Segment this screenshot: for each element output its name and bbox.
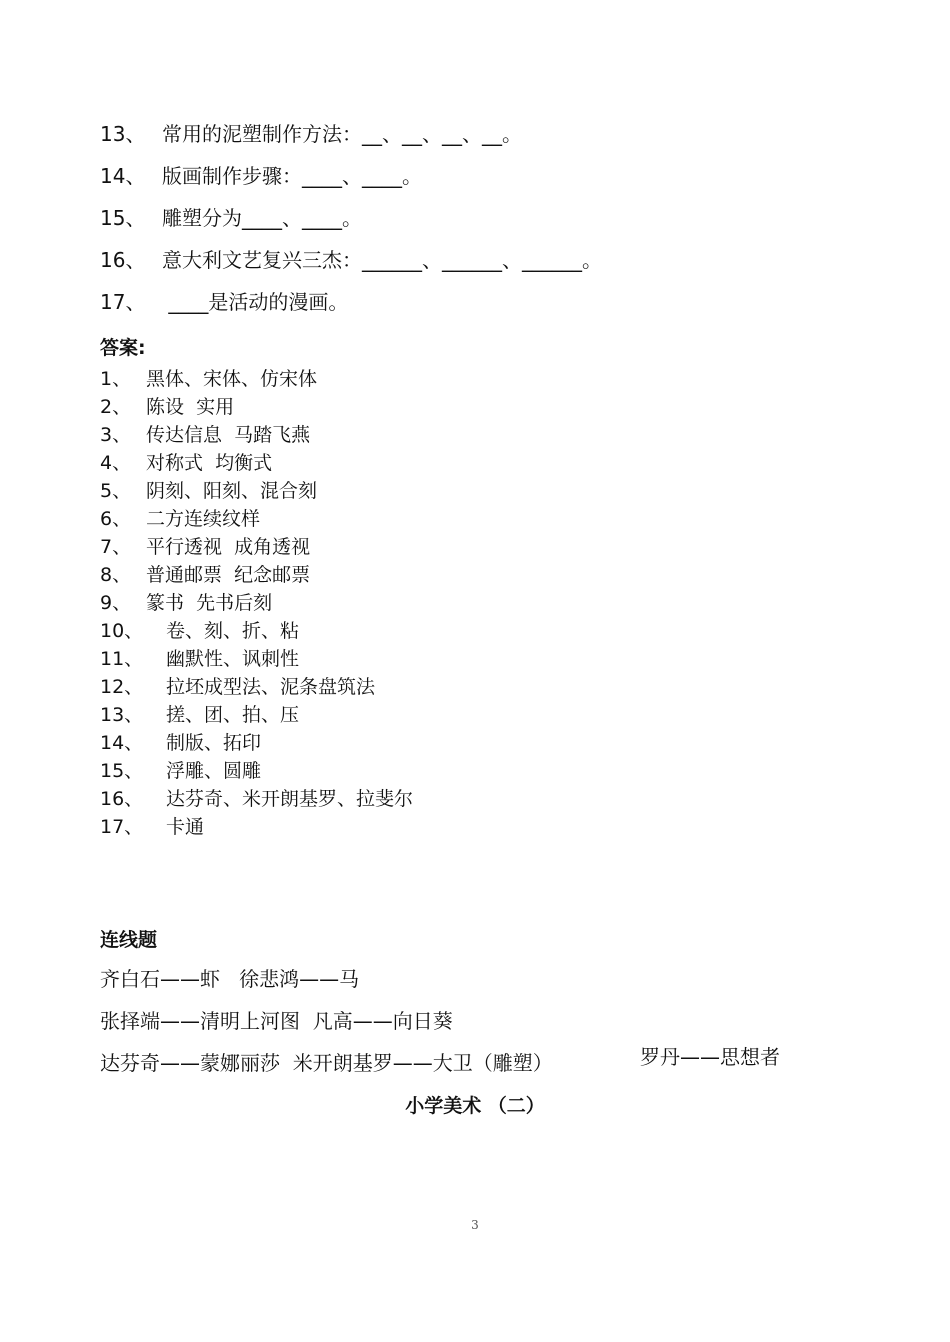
answer-text: 篆书 先书后刻 — [146, 592, 273, 614]
answer-number: 14、 — [100, 732, 144, 754]
question-text: ____是活动的漫画。 — [162, 290, 349, 314]
matching-line: 达芬奇——蒙娜丽莎 米开朗基罗——大卫（雕塑） — [100, 1051, 553, 1075]
question-number: 15、 — [100, 206, 146, 230]
answer-item — [100, 392, 234, 419]
question-17 — [100, 286, 348, 315]
answer-text: 拉坯成型法、泥条盘筑法 — [166, 676, 376, 698]
matching-line: 齐白石——虾 徐悲鸿——马 — [100, 967, 360, 991]
answer-number: 10、 — [100, 620, 144, 642]
answer-item — [100, 700, 299, 727]
answer-text: 卡通 — [166, 816, 205, 838]
answer-text: 卷、刻、折、粘 — [166, 620, 300, 642]
answer-text: 传达信息 马踏飞燕 — [146, 424, 311, 446]
answer-text: 制版、拓印 — [166, 732, 262, 754]
answer-text: 达芬奇、米开朗基罗、拉斐尔 — [166, 788, 414, 810]
answer-item — [100, 812, 204, 839]
answer-item — [100, 616, 299, 643]
answer-text: 陈设 实用 — [146, 396, 235, 418]
answer-text: 对称式 均衡式 — [146, 452, 273, 474]
answer-number: 8、 — [100, 564, 132, 586]
answer-item — [100, 784, 413, 811]
answer-item — [100, 532, 310, 559]
answer-item — [100, 756, 261, 783]
answer-text: 搓、团、拍、压 — [166, 704, 300, 726]
answer-number: 9、 — [100, 592, 132, 614]
answer-item — [100, 420, 310, 447]
answer-item — [100, 728, 261, 755]
answer-number: 12、 — [100, 676, 144, 698]
question-16 — [100, 244, 602, 273]
question-14 — [100, 160, 422, 189]
answer-item — [100, 644, 299, 671]
answer-text: 幽默性、讽刺性 — [166, 648, 300, 670]
answer-number: 17、 — [100, 816, 144, 838]
answer-number: 5、 — [100, 480, 132, 502]
answer-item — [100, 448, 272, 475]
answer-number: 1、 — [100, 368, 132, 390]
question-text: 意大利文艺复兴三杰：______、______、______。 — [162, 248, 602, 272]
answer-number: 6、 — [100, 508, 132, 530]
question-text: 雕塑分为____、____。 — [162, 206, 362, 230]
answer-text: 二方连续纹样 — [146, 508, 261, 530]
answer-item — [100, 504, 260, 531]
answer-number: 13、 — [100, 704, 144, 726]
answers-heading: 答案: — [100, 337, 146, 359]
answer-number: 2、 — [100, 396, 132, 418]
answer-text: 浮雕、圆雕 — [166, 760, 262, 782]
answer-item — [100, 560, 310, 587]
matching-heading: 连线题 — [100, 929, 158, 951]
question-number: 14、 — [100, 164, 146, 188]
answer-text: 普通邮票 纪念邮票 — [146, 564, 311, 586]
answer-item — [100, 588, 272, 615]
question-text: 版画制作步骤：____、____。 — [162, 164, 422, 188]
answer-text: 平行透视 成角透视 — [146, 536, 311, 558]
section-title: 小学美术 （二） — [405, 1095, 545, 1117]
answer-text: 黑体、宋体、仿宋体 — [146, 368, 318, 390]
question-text: 常用的泥塑制作方法：__、__、__、__。 — [162, 122, 522, 146]
answer-number: 15、 — [100, 760, 144, 782]
answer-number: 16、 — [100, 788, 144, 810]
answer-item — [100, 364, 317, 391]
matching-extra: 罗丹——思想者 — [640, 1045, 780, 1069]
answer-number: 4、 — [100, 452, 132, 474]
answer-number: 11、 — [100, 648, 144, 670]
question-13 — [100, 118, 522, 147]
question-number: 17、 — [100, 290, 146, 314]
page-number: 3 — [471, 1218, 479, 1232]
answer-text: 阴刻、阳刻、混合刻 — [146, 480, 318, 502]
answer-item — [100, 672, 375, 699]
answer-number: 7、 — [100, 536, 132, 558]
question-15 — [100, 202, 362, 231]
answer-item — [100, 476, 317, 503]
question-number: 13、 — [100, 122, 146, 146]
matching-line: 张择端——清明上河图 凡高——向日葵 — [100, 1009, 453, 1033]
question-number: 16、 — [100, 248, 146, 272]
answer-number: 3、 — [100, 424, 132, 446]
